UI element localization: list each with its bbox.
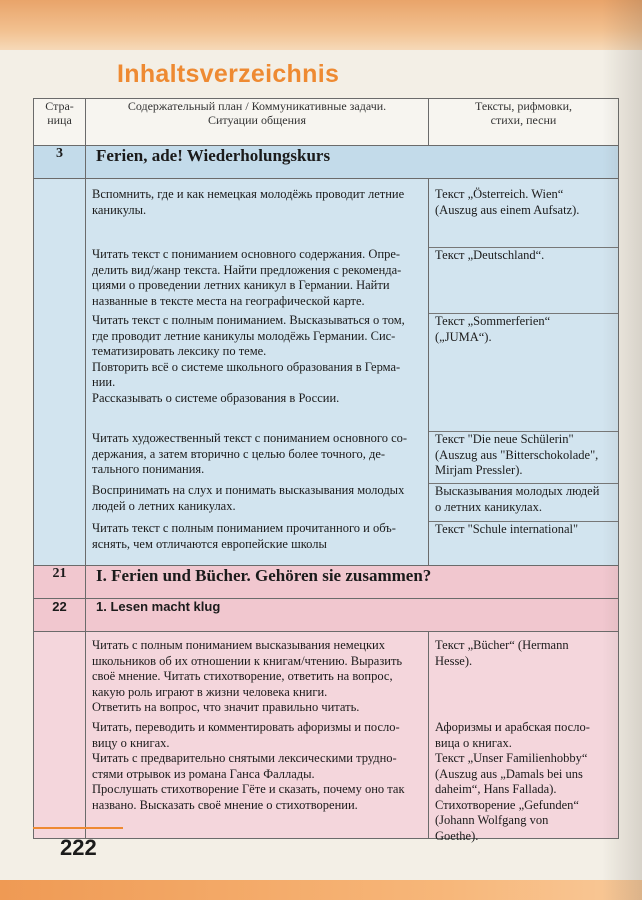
bottom-decorative-band: [0, 880, 642, 900]
content-block: Воспринимать на слух и понимать высказывания молодых людей о летних каникулах.: [92, 483, 405, 513]
texts-block: Текст „Sommerferien“ („JUMA“).: [435, 314, 551, 344]
lesson-title: 1. Lesen macht klug: [86, 599, 619, 632]
lesson-body-lesen-macht-klug: [34, 632, 619, 839]
content-cell: [86, 632, 429, 839]
contents-table: [33, 98, 619, 843]
section-title: I. Ferien und Bücher. Gehören sie zusammen?: [86, 566, 619, 599]
content-block: Читать текст с пониманием основного содержания. Опре- делить вид/жанр текста. Найти предложения с рекоменда- циями о проведении летних каникул в Германии. Найти названные в тексте места на географической карте.: [92, 247, 402, 308]
table-header-row: [34, 99, 619, 146]
content-block: Читать художественный текст с пониманием основного со- держания, а затем вторично с целью более точного, де- тального понимания.: [92, 431, 408, 476]
top-decorative-band: [0, 0, 642, 50]
content-block: Читать текст с полным пониманием прочитанного и объ- яснять, чем отличаются европейские школы: [92, 521, 396, 551]
section-row-ferien-ade: [34, 146, 619, 179]
header-page-column: Стра- ница: [34, 99, 86, 146]
content-block: Читать с полным пониманием высказывания немецких школьников об их отношении к книгам/чтению. Выразить своё мнение. Читать стихотворение, ответить на вопрос, какую роль играют в жизни человека книги. Ответить на вопрос, что значит правильно читать.: [92, 638, 403, 714]
section-title: Ferien, ade! Wiederholungskurs: [86, 146, 619, 179]
empty-page-cell: [34, 179, 86, 566]
footer-rule: [33, 827, 123, 829]
texts-block: Текст "Die neue Schülerin" (Auszug aus "Bitterschokolade", Mirjam Pressler).: [435, 432, 599, 477]
section-page-number: 21: [34, 566, 86, 599]
section-body-ferien-ade: [34, 179, 619, 566]
section-page-number: 3: [34, 146, 86, 179]
header-content-column: Содержательный план / Коммуникативные задачи. Ситуации общения: [86, 99, 429, 146]
texts-cell: [429, 179, 619, 566]
page-title: Inhaltsverzeichnis: [117, 60, 340, 88]
texts-block: Текст „Bücher“ (Hermann Hesse).: [435, 638, 569, 668]
content-block: Вспомнить, где и как немецкая молодёжь проводит летние каникулы.: [92, 187, 405, 217]
header-texts-column: Тексты, рифмовки, стихи, песни: [429, 99, 619, 146]
texts-block: Афоризмы и арабская посло- вица о книгах. Текст „Unser Familienhobby“ (Auszug aus „Damals bei uns daheim“, Hans Fallada). Стихотворение „Gefunden“ (Johann Wolfgang von Goethe).: [435, 720, 590, 843]
empty-page-cell: [34, 632, 86, 839]
texts-block: Текст "Schule international": [435, 522, 579, 536]
texts-block: Текст „Deutschland“.: [435, 248, 545, 262]
lesson-row-lesen-macht-klug: [34, 599, 619, 632]
page-number: 222: [60, 835, 97, 860]
lesson-page-number: 22: [34, 599, 86, 632]
texts-block: Высказывания молодых людей о летних каникулах.: [435, 484, 600, 514]
content-cell: [86, 179, 429, 566]
texts-block: Текст „Österreich. Wien“ (Auszug aus einem Aufsatz).: [435, 187, 580, 217]
content-block: Читать, переводить и комментировать афоризмы и посло- вицу о книгах. Читать с предварительно снятыми лексическими трудно- стями отрывок из романа Ганса Фаллады. Прослушать стихотворение Гёте и сказать, почему оно так названо. Высказать своё мнение о стихотворении.: [92, 720, 405, 812]
texts-cell: [429, 632, 619, 843]
content-block: Читать текст с полным пониманием. Высказываться о том, где проводит летние каникулы молодёжь Германии. Сис- тематизировать лексику по теме. Повторить всё о системе школьного образования в Герма- нии. Рассказывать о системе образования в России.: [92, 313, 405, 405]
section-row-ferien-und-buecher: [34, 566, 619, 599]
